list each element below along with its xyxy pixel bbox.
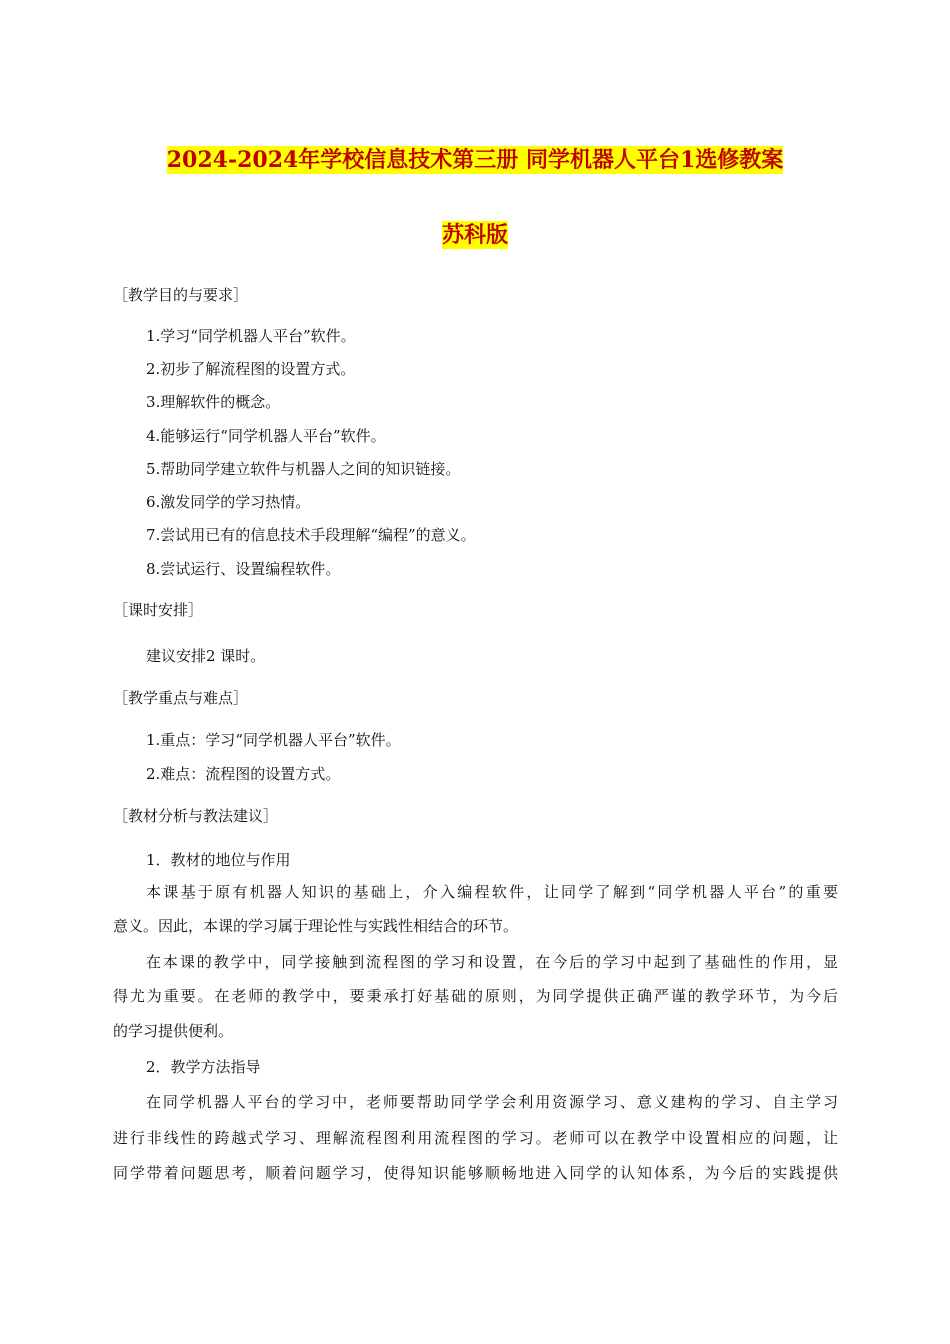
paragraph-line: 本课基于原有机器人知识的基础上，介入编程软件，让同学了解到“同学机器人平台”的重要 <box>146 883 838 901</box>
paragraph-line: 得尤为重要。在老师的教学中，要秉承打好基础的原则，为同学提供正确严谨的教学环节，为今后 <box>113 987 838 1005</box>
paragraph-line: 的学习提供便利。 <box>113 1022 234 1040</box>
schedule-text: 建议安排2 课时。 <box>146 647 266 665</box>
paragraph-line: 在本课的教学中，同学接触到流程图的学习和设置，在今后的学习中起到了基础性的作用，显 <box>146 953 838 971</box>
section-heading-objectives: ［教学目的与要求］ <box>113 286 249 304</box>
objective-item: 3.理解软件的概念。 <box>146 393 281 411</box>
section-heading-key-points: ［教学重点与难点］ <box>113 689 249 707</box>
objective-item: 5.帮助同学建立软件与机器人之间的知识链接。 <box>146 460 461 478</box>
paragraph-line: 意义。因此，本课的学习属于理论性与实践性相结合的环节。 <box>113 917 519 935</box>
section-heading-analysis: ［教材分析与教法建议］ <box>113 807 279 825</box>
objective-item: 2.初步了解流程图的设置方式。 <box>146 360 356 378</box>
key-point-item: 2.难点：流程图的设置方式。 <box>146 765 341 783</box>
paragraph-line: 进行非线性的跨越式学习、理解流程图利用流程图的学习。老师可以在教学中设置相应的问题，让 <box>113 1129 838 1147</box>
objective-item: 7.尝试用已有的信息技术手段理解“编程”的意义。 <box>146 526 476 544</box>
objective-item: 1.学习“同学机器人平台”软件。 <box>146 327 356 345</box>
objective-item: 8.尝试运行、设置编程软件。 <box>146 560 341 578</box>
subheading-role: 1．教材的地位与作用 <box>146 851 291 869</box>
paragraph-line: 同学带着问题思考，顺着问题学习，使得知识能够顺畅地进入同学的认知体系，为今后的实践提供 <box>113 1164 838 1182</box>
objective-item: 4.能够运行“同学机器人平台”软件。 <box>146 427 386 445</box>
document-title-line-1: 2024-2024年学校信息技术第三册 同学机器人平台1选修教案 <box>166 147 784 173</box>
subheading-method: 2．教学方法指导 <box>146 1058 261 1076</box>
paragraph-line: 在同学机器人平台的学习中，老师要帮助同学学会利用资源学习、意义建构的学习、自主学习 <box>146 1093 838 1111</box>
key-point-item: 1.重点：学习“同学机器人平台”软件。 <box>146 731 401 749</box>
objective-item: 6.激发同学的学习热情。 <box>146 493 311 511</box>
document-title-line-2: 苏科版 <box>441 222 508 248</box>
section-heading-schedule: ［课时安排］ <box>113 601 204 619</box>
